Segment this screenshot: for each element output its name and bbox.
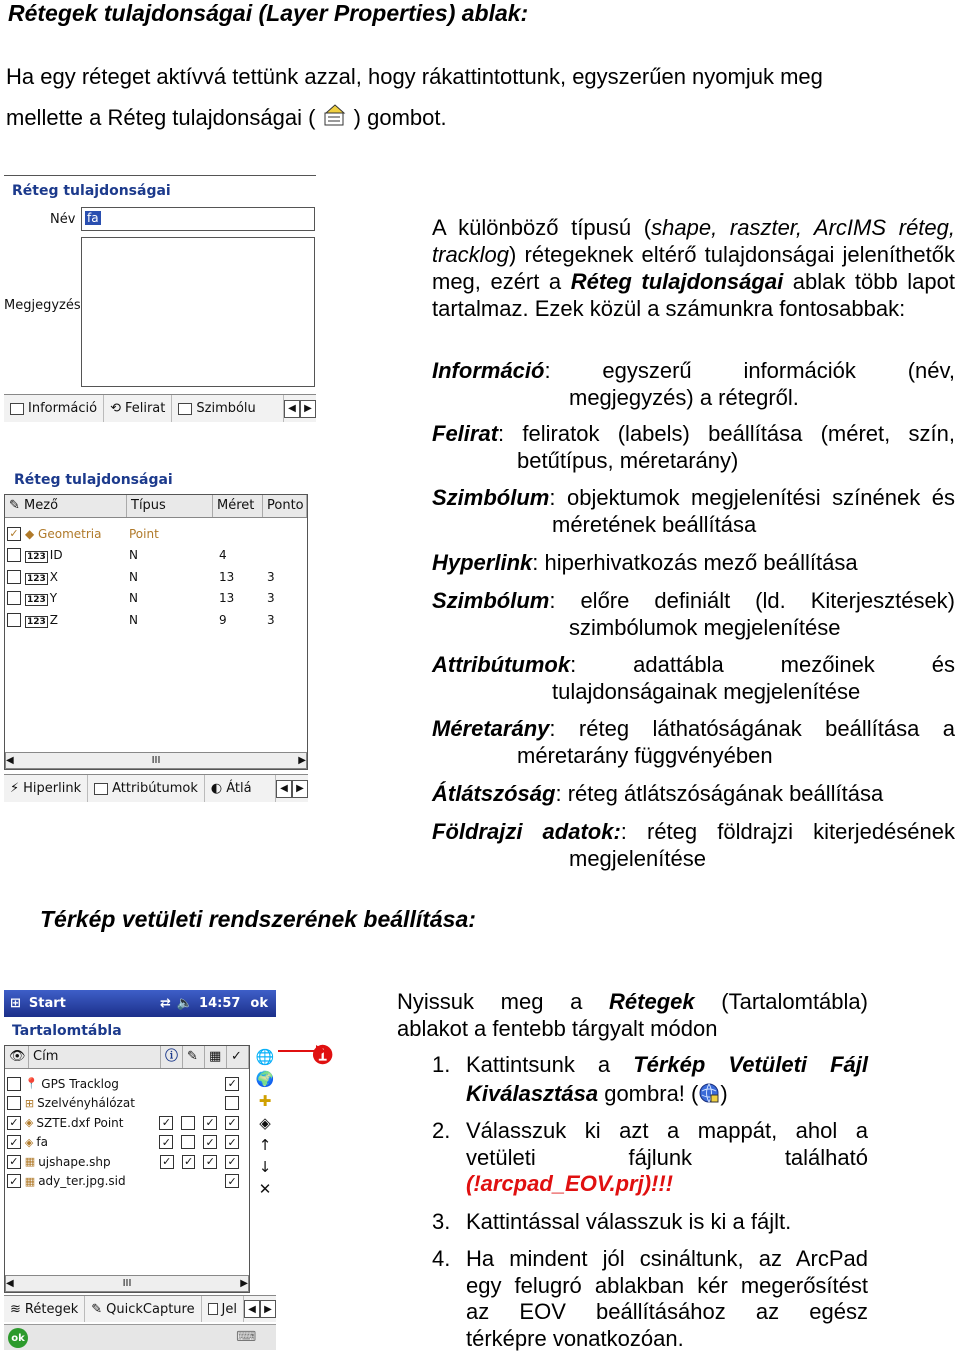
- field-cell: [25, 527, 129, 541]
- step-body: [466, 1209, 868, 1236]
- projection-intro-line-2: ablakot a fentebb tárgyalt módon: [397, 1016, 718, 1041]
- field-name: Y: [49, 591, 58, 605]
- layer-visibility-checkbox[interactable]: [7, 1077, 21, 1091]
- column-precision[interactable]: Ponto: [263, 495, 307, 517]
- layer-row[interactable]: [7, 1073, 247, 1094]
- symbol-tab-icon: [178, 403, 192, 415]
- layer-visibility-checkbox[interactable]: [7, 1096, 21, 1110]
- visibility-column-icon[interactable]: 👁: [5, 1046, 29, 1068]
- layer-visibility-checkbox[interactable]: ✓: [7, 1116, 21, 1130]
- scroll-left-icon[interactable]: ◀: [6, 1278, 14, 1289]
- projection-intro-line-1: [397, 988, 868, 1015]
- field-precision: 3: [267, 569, 275, 584]
- volume-icon[interactable]: 🔈: [176, 996, 194, 1011]
- layer-visibility-checkbox[interactable]: ✓: [7, 1135, 21, 1149]
- projection-file-name: (!arcpad_EOV.prj)!!!: [466, 1171, 674, 1196]
- layer-row[interactable]: [7, 1093, 247, 1114]
- tab-symbol[interactable]: [172, 395, 284, 422]
- para-bold: Réteg tulajdonságai: [570, 269, 784, 294]
- layer-properties-description: [432, 214, 955, 322]
- keyboard-icon[interactable]: ⌨: [236, 1329, 257, 1345]
- para-bold: Rétegek: [609, 989, 695, 1014]
- horizontal-scrollbar[interactable]: [5, 1275, 249, 1292]
- field-name: ID: [49, 548, 63, 562]
- tab-scroll-left-icon[interactable]: ◀: [284, 400, 300, 418]
- name-field-value: fa: [87, 211, 99, 225]
- move-up-icon[interactable]: ↑: [258, 1136, 272, 1154]
- item-text: : feliratok (labels) beállítása (méret, szín,: [498, 421, 955, 446]
- step-number: 1.: [432, 1052, 451, 1077]
- raster-layer-icon: ▦: [24, 1155, 36, 1168]
- table-row[interactable]: [7, 545, 305, 566]
- field-precision: 3: [267, 591, 275, 605]
- column-label: Mező: [24, 498, 59, 513]
- item-term: Attribútumok: [432, 652, 571, 677]
- tab-symbols[interactable]: [202, 1296, 244, 1322]
- table-row[interactable]: [7, 566, 305, 587]
- layer-label-checkbox[interactable]: ✓: [225, 1116, 239, 1130]
- tab-label: Szimbólu: [196, 401, 256, 416]
- row-checkbox[interactable]: ✓: [7, 527, 21, 541]
- step-body: [466, 1118, 868, 1198]
- attribute-table: [4, 494, 308, 770]
- ok-button[interactable]: ok: [8, 1328, 28, 1348]
- column-type[interactable]: Típus: [127, 495, 213, 517]
- numeric-field-icon: 123: [27, 616, 46, 627]
- step-number: 3.: [432, 1209, 451, 1234]
- dialog-title: Réteg tulajdonságai: [12, 183, 171, 199]
- move-down-icon[interactable]: ↓: [258, 1158, 272, 1176]
- layer-row[interactable]: [7, 1132, 247, 1153]
- bottom-bar: [4, 1324, 276, 1350]
- tab-label: Információ: [28, 401, 98, 416]
- step-text: vetületi fájlunk található: [466, 1144, 868, 1170]
- item-term: Méretarány: [432, 716, 550, 741]
- start-menu[interactable]: Start: [28, 996, 66, 1011]
- step-line: [466, 1118, 868, 1145]
- info-tab-icon: [10, 403, 24, 415]
- field-type: Point: [129, 526, 159, 541]
- connectivity-icon[interactable]: ⇄: [159, 996, 171, 1011]
- step-line: [466, 1171, 868, 1198]
- item-term: Felirat: [432, 421, 499, 446]
- step-text: Ha mindent jól csináltunk, az ArcPad: [466, 1246, 868, 1271]
- layers-icon: ≋: [10, 1301, 21, 1317]
- step-text: Kattintással válasszuk is ki a fájlt.: [466, 1209, 792, 1234]
- para-text: (Tartalomtábla): [694, 989, 868, 1014]
- layer-name: ujshape.shp: [38, 1154, 111, 1169]
- layer-label-checkbox[interactable]: [225, 1096, 239, 1110]
- field-type: N: [129, 548, 138, 562]
- projection-file-icon[interactable]: 🌐: [255, 1048, 275, 1066]
- tab-label: Felirat: [124, 401, 166, 416]
- tab-label: Átlá: [226, 781, 252, 796]
- para-text: ) rétegeknek eltérő tulajdonságai jeleníthetők meg, ezért a: [432, 242, 955, 294]
- column-title[interactable]: Cím: [29, 1046, 161, 1068]
- field-cell: [25, 548, 129, 562]
- item-text: : egyszerű információk (név,: [544, 358, 955, 383]
- grid-column-icon[interactable]: ▦: [205, 1046, 227, 1068]
- layer-visibility-checkbox[interactable]: ✓: [7, 1174, 21, 1188]
- name-field[interactable]: [81, 207, 315, 231]
- step-item: [432, 1118, 868, 1198]
- row-checkbox[interactable]: [7, 613, 21, 627]
- item-text: : adattábla mezőinek és: [570, 652, 955, 677]
- label-column-icon[interactable]: ✓: [227, 1046, 249, 1068]
- step-text: egy felugró ablakban kér megerősítést: [466, 1272, 868, 1298]
- item-term: Információ: [432, 358, 545, 383]
- layer-properties-button-icon: [322, 99, 348, 121]
- layer-edit-checkbox[interactable]: [181, 1116, 195, 1130]
- step-line: [466, 1326, 868, 1353]
- step-body: [466, 1246, 868, 1352]
- note-field[interactable]: [81, 237, 315, 387]
- field-cell: [25, 591, 129, 605]
- step-bold: Térkép Vetületi Fájl: [633, 1052, 868, 1077]
- windows-start-icon[interactable]: ⊞: [10, 996, 21, 1011]
- step-text: az EOV beállításához az egész: [466, 1299, 868, 1324]
- screenshot-layer-info: [4, 175, 316, 423]
- attribute-table-header: [5, 495, 307, 518]
- point-layer-icon: ◈: [24, 1116, 34, 1129]
- tab-label: Jel: [221, 1301, 237, 1317]
- row-checkbox[interactable]: [7, 548, 21, 562]
- name-label: Név: [50, 212, 76, 227]
- intro-line-1: Ha egy réteget aktívvá tettünk azzal, hogy rákattintottunk, egyszerűen nyomjuk meg: [6, 64, 823, 89]
- layer-edit-checkbox[interactable]: ✓: [182, 1155, 196, 1169]
- screenshot-table-of-contents: [4, 990, 276, 1352]
- tab-scroll-right-icon[interactable]: ▶: [260, 1300, 276, 1318]
- layer-name: ady_ter.jpg.sid: [38, 1174, 126, 1188]
- item-text: : objektumok megjelenítési színének és: [549, 485, 955, 510]
- pda-top-bar: [4, 990, 276, 1017]
- symbols-tab-icon: [208, 1303, 218, 1315]
- tab-scroll-right-icon[interactable]: ▶: [292, 780, 308, 798]
- item-text-continued: szimbólumok megjelenítése: [569, 614, 841, 640]
- raster-layer-icon: ▦: [24, 1174, 36, 1188]
- layer-identify-checkbox[interactable]: ✓: [159, 1135, 173, 1149]
- layer-grid-checkbox[interactable]: ✓: [203, 1116, 217, 1130]
- step-item: [432, 1246, 868, 1352]
- numeric-field-icon: 123: [27, 573, 46, 584]
- lightning-icon: ⚡: [10, 781, 20, 796]
- tab-label: Rétegek: [24, 1301, 79, 1317]
- ok-top-button[interactable]: ok: [250, 996, 268, 1011]
- item-text-continued: betűtípus, méretarány): [517, 447, 739, 473]
- side-toolbar: [254, 1048, 276, 1198]
- layer-edit-checkbox[interactable]: [181, 1135, 195, 1149]
- step-line: [466, 1145, 868, 1172]
- quickcapture-icon: ✎: [91, 1301, 103, 1317]
- geometry-icon: ◆: [25, 526, 39, 541]
- tab-description-item: [432, 421, 955, 474]
- scroll-right-icon[interactable]: ▶: [298, 755, 306, 766]
- dialog-title: Tartalomtábla: [12, 1023, 122, 1039]
- row-checkbox[interactable]: [7, 591, 21, 605]
- table-row[interactable]: [7, 523, 305, 544]
- step-line: [466, 1299, 868, 1326]
- section-heading-projection: Térkép vetületi rendszerének beállítása:: [40, 906, 476, 932]
- field-type: N: [129, 591, 138, 605]
- tab-scroll-left-icon[interactable]: ◀: [244, 1300, 260, 1318]
- tab-label: Hiperlink: [23, 781, 82, 796]
- layer-properties-icon[interactable]: ◈: [259, 1114, 271, 1132]
- scroll-thumb[interactable]: III: [122, 1278, 132, 1289]
- gps-tracklog-icon: 📍: [24, 1077, 39, 1090]
- field-size: 9: [219, 612, 227, 627]
- layer-grid-checkbox[interactable]: ✓: [203, 1155, 217, 1169]
- item-text: : hiperhivatkozás mező beállítása: [532, 550, 858, 575]
- scroll-thumb[interactable]: III: [151, 755, 161, 766]
- item-term: Hyperlink: [432, 550, 533, 575]
- field-cell: [25, 613, 129, 627]
- step-number: 4.: [432, 1246, 451, 1271]
- field-name: Z: [49, 612, 59, 627]
- para-text: ablak több lapot tartalmaz. Ezek közül a számunkra fontosabbak:: [432, 269, 955, 321]
- item-term: Földrajzi adatok:: [432, 819, 621, 844]
- layer-identify-checkbox[interactable]: ✓: [159, 1116, 173, 1130]
- layer-label-checkbox[interactable]: ✓: [225, 1077, 239, 1091]
- step-line: [466, 1052, 868, 1079]
- step-line: [466, 1246, 868, 1273]
- field-precision: 3: [267, 612, 275, 627]
- tab-label-settings[interactable]: [104, 395, 172, 422]
- layer-name: Szelvényhálózat: [37, 1096, 135, 1110]
- para-italic: shape, raszter, ArcIMS réteg, tracklog: [432, 215, 955, 267]
- table-row[interactable]: [7, 588, 305, 609]
- field-name: X: [49, 569, 59, 584]
- tab-description-item: [432, 485, 955, 538]
- tab-description-item: [432, 781, 955, 808]
- tab-bar: [4, 774, 308, 802]
- layer-row[interactable]: [7, 1171, 247, 1192]
- tab-description-item: [432, 588, 955, 641]
- layer-label-checkbox[interactable]: ✓: [225, 1155, 239, 1169]
- item-text-continued: méretének beállítása: [552, 511, 757, 537]
- tab-scroll-right-icon[interactable]: ▶: [300, 400, 316, 418]
- point-layer-icon: ◈: [24, 1135, 34, 1149]
- field-size: 13: [219, 591, 235, 605]
- field-type: N: [129, 569, 138, 584]
- para-text: A különböző típusú (: [432, 215, 652, 240]
- layer-row[interactable]: [7, 1151, 247, 1172]
- item-term: Szimbólum: [432, 588, 550, 613]
- intro-line-2-pre: mellette a Réteg tulajdonságai (: [6, 105, 316, 130]
- intro-line-2: [6, 97, 447, 138]
- scroll-left-icon[interactable]: ◀: [6, 755, 14, 766]
- tab-description-item: [432, 358, 955, 411]
- intro-line-2-post: ) gombot.: [353, 105, 447, 130]
- item-text-continued: megjelenítése: [569, 845, 706, 871]
- item-text-continued: megjegyzés) a rétegről.: [569, 384, 799, 410]
- tab-transparency[interactable]: [205, 775, 276, 802]
- column-field[interactable]: [5, 495, 127, 517]
- field-type: N: [129, 612, 138, 627]
- step-text: ): [720, 1080, 728, 1106]
- item-text: : réteg átlátszóságának beállítása: [555, 781, 884, 806]
- tab-bar: [4, 1295, 276, 1322]
- field-cell: [25, 570, 129, 584]
- dialog-title: Réteg tulajdonságai: [14, 472, 173, 488]
- table-row[interactable]: [7, 609, 305, 630]
- tab-scroll-left-icon[interactable]: ◀: [276, 780, 292, 798]
- step-text: gombra! (: [598, 1080, 699, 1106]
- tab-description-item: [432, 550, 955, 577]
- field-size: 4: [219, 548, 227, 562]
- screenshot-layer-attributes: [4, 464, 308, 804]
- item-text: : réteg láthatóságának beállítása a: [549, 716, 955, 741]
- step-item: [432, 1209, 868, 1236]
- tab-attributes[interactable]: [88, 775, 205, 802]
- step-line: [466, 1273, 868, 1300]
- tab-layers[interactable]: [4, 1296, 85, 1322]
- tab-bar: [4, 394, 316, 422]
- tab-label: QuickCapture: [106, 1301, 195, 1317]
- column-size[interactable]: Méret: [213, 495, 263, 517]
- table-icon: [94, 783, 108, 795]
- numeric-field-icon: 123: [27, 595, 46, 605]
- step-text: Kattintsunk a: [466, 1052, 634, 1077]
- step-text: térképre vonatkozóan.: [466, 1325, 684, 1351]
- transparency-icon: ◐: [210, 781, 223, 796]
- layer-grid-checkbox[interactable]: ✓: [203, 1135, 217, 1149]
- item-term: Átlátszóság: [432, 781, 556, 806]
- tab-hyperlink[interactable]: [4, 775, 88, 802]
- label-tab-icon: ⟲: [110, 401, 121, 416]
- row-checkbox[interactable]: [7, 570, 21, 584]
- step-body: [466, 1052, 868, 1109]
- clock: 14:57: [199, 996, 241, 1011]
- edit-field-icon: ✎: [9, 498, 25, 513]
- numeric-field-icon: 123: [27, 552, 46, 562]
- layer-list-header: [5, 1046, 249, 1069]
- step-text: Válasszuk ki azt a mappát, ahol a: [466, 1118, 868, 1143]
- layer-row[interactable]: [7, 1112, 247, 1133]
- tab-label: Attribútumok: [112, 781, 198, 796]
- item-text: : előre definiált (ld. Kiterjesztések): [549, 588, 955, 613]
- projection-file-button-icon: [698, 1082, 720, 1104]
- item-text-continued: méretarány függvényében: [517, 742, 773, 768]
- step-bold: Kiválasztása: [466, 1080, 599, 1106]
- item-text: : réteg földrajzi kiterjedésének: [620, 819, 955, 844]
- add-icon[interactable]: ✚: [258, 1092, 272, 1110]
- grid-layer-icon: ⊞: [24, 1096, 35, 1110]
- step-line: [466, 1209, 868, 1236]
- para-text: Nyissuk meg a: [397, 989, 610, 1014]
- tab-description-item: [432, 716, 955, 769]
- scroll-right-icon[interactable]: ▶: [240, 1278, 248, 1289]
- remove-layer-icon[interactable]: ✕: [258, 1180, 272, 1198]
- section-heading-layer-properties: Rétegek tulajdonságai (Layer Properties) ablak:: [8, 0, 529, 26]
- info-column-icon[interactable]: ⓘ: [161, 1046, 183, 1068]
- layer-name: fa: [36, 1135, 48, 1149]
- note-label: Megjegyzés: [4, 298, 81, 313]
- callout-number: ❶: [311, 1040, 335, 1070]
- layer-list: [4, 1045, 250, 1293]
- layer-name: GPS Tracklog: [41, 1076, 119, 1091]
- tab-quickcapture[interactable]: [85, 1296, 201, 1322]
- horizontal-scrollbar[interactable]: [5, 752, 307, 769]
- field-size: 13: [219, 569, 235, 584]
- tab-information[interactable]: [4, 395, 104, 422]
- layer-label-checkbox[interactable]: ✓: [225, 1174, 239, 1188]
- tab-description-item: [432, 819, 955, 872]
- item-term: Szimbólum: [432, 485, 550, 510]
- item-text-continued: tulajdonságainak megjelenítése: [552, 678, 861, 704]
- step-line: [466, 1079, 868, 1109]
- edit-column-icon[interactable]: ✎: [183, 1046, 205, 1068]
- add-layer-icon[interactable]: 🌍: [255, 1070, 275, 1088]
- field-name: Geometria: [38, 526, 102, 541]
- layer-identify-checkbox[interactable]: ✓: [160, 1155, 174, 1169]
- layer-name: SZTE.dxf Point: [36, 1115, 124, 1130]
- layer-label-checkbox[interactable]: ✓: [225, 1135, 239, 1149]
- tab-description-item: [432, 652, 955, 705]
- layer-visibility-checkbox[interactable]: ✓: [7, 1155, 21, 1169]
- step-number: 2.: [432, 1118, 451, 1143]
- step-item: [432, 1052, 868, 1109]
